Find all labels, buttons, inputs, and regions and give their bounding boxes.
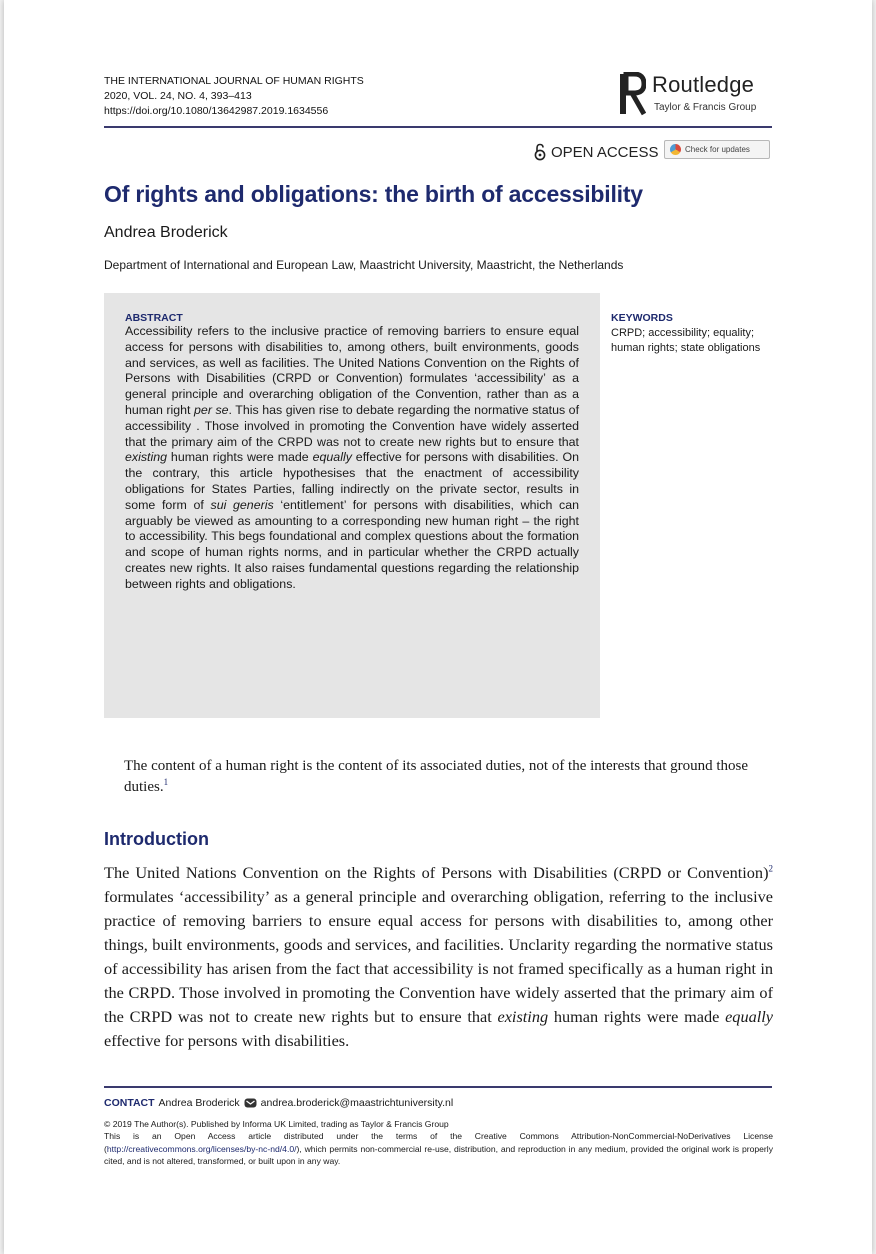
abstract-heading: ABSTRACT — [125, 312, 183, 324]
contact-label: CONTACT — [104, 1097, 155, 1109]
check-for-updates-button[interactable] — [664, 140, 770, 159]
article-author: Andrea Broderick — [104, 224, 228, 241]
footer-license — [104, 1118, 773, 1168]
publisher-group: Taylor & Francis Group — [654, 102, 757, 113]
journal-doi-link[interactable]: https://doi.org/10.1080/13642987.2019.1634556 — [104, 105, 329, 117]
journal-name: THE INTERNATIONAL JOURNAL OF HUMAN RIGHTS — [104, 75, 364, 87]
epigraph: The content of a human right is the content of its associated duties, not of the interests that ground those duties.$^1$ — [124, 758, 749, 795]
license-link[interactable]: http://creativecommons.org/licenses/by-nc-nd/4.0/ — [106, 1143, 297, 1154]
routledge-logo-icon — [618, 72, 646, 116]
open-access-label: OPEN ACCESS — [551, 143, 659, 161]
introduction-paragraph: The United Nations Convention on the Rights of Persons with Disabilities (CRPD or Convention)$^2$ formulates ‘accessibility’ as a general principle and overarching obligation, referring to the inclusive practice of removing barriers to ensure equal access for persons with disabilities to, among other things, built environments, goods and services, and facilities. Unclarity regarding the normative status of accessibility has arisen from the fact that accessibility is not framed specifically as a human right in the CRPD. Those involved in promoting the Convention have widely asserted that the primary aim of the CRPD was not to create new rights but to ensure that existing human rights were made equally effective for persons with disabilities. — [104, 863, 773, 1050]
contact-line — [104, 1097, 453, 1109]
contact-email-link[interactable]: andrea.broderick@maastrichtuniversity.nl — [260, 1097, 454, 1109]
keywords-heading: KEYWORDS — [611, 312, 673, 324]
email-icon — [244, 1098, 257, 1108]
publisher-name: Routledge — [652, 72, 755, 97]
footnote-ref-1[interactable]: 1 — [163, 777, 169, 787]
author-affiliation: Department of International and European Law, Maastricht University, Maastricht, the Netherlands — [104, 258, 624, 272]
footer-divider — [104, 1086, 772, 1088]
open-lock-icon — [533, 143, 547, 161]
crossmark-icon — [670, 144, 681, 155]
article-title: Of rights and obligations: the birth of accessibility — [104, 181, 643, 207]
open-access-badge — [533, 143, 659, 161]
license-text: This is an Open Access article distributed under the terms of the Creative Commons Attribution-NonCommercial-NoDerivatives License (http://creativecommons.org/licenses/by-nc-nd/4.0/), which permits non-commercial re-use, distribution, and reproduction in any medium, provided the original work is properly cited, and is not altered, transformed, or built upon in any way. — [104, 1131, 773, 1167]
journal-volume: 2020, VOL. 24, NO. 4, 393–413 — [104, 90, 252, 102]
journal-info — [104, 74, 364, 119]
footnote-ref-2[interactable]: 2 — [768, 863, 773, 874]
keywords-list: CRPD; accessibility; equality; human rights; state obligations — [611, 327, 761, 354]
copyright-line: © 2019 The Author(s). Published by Informa UK Limited, trading as Taylor & Francis Group — [104, 1119, 449, 1129]
abstract-text: Accessibility refers to the inclusive practice of removing barriers to ensure equal access for persons with disabilities to, among others, built environments, goods and services, as well as facilities. The United Nations Convention on the Rights of Persons with Disabilities (CRPD or Convention) formulates ‘accessibility’ as a general principle and overarching obligation of the Convention, rather than as a human right per se. This has given rise to debate regarding the normative status of accessibility . Those involved in promoting the Convention have widely asserted that the primary aim of the CRPD was not to create new rights but to ensure that existing human rights were made equally effective for persons with disabilities. On the contrary, this article hypothesises that the enactment of accessibility obligations for States Parties, falling indirectly on the private sector, results in some form of sui generis ‘entitlement’ for persons with disabilities, which can arguably be viewed as amounting to a corresponding new human right – the right to accessibility. This begs foundational and complex questions about the formation and scope of human rights norms, and in particular whether the CRPD actually creates new rights. It also raises fundamental questions regarding the relationship between rights and obligations. — [125, 324, 580, 591]
header-divider — [104, 126, 772, 128]
contact-name: Andrea Broderick — [158, 1097, 240, 1109]
introduction-heading: Introduction — [104, 829, 209, 849]
check-for-updates-label: Check for updates — [685, 145, 750, 154]
